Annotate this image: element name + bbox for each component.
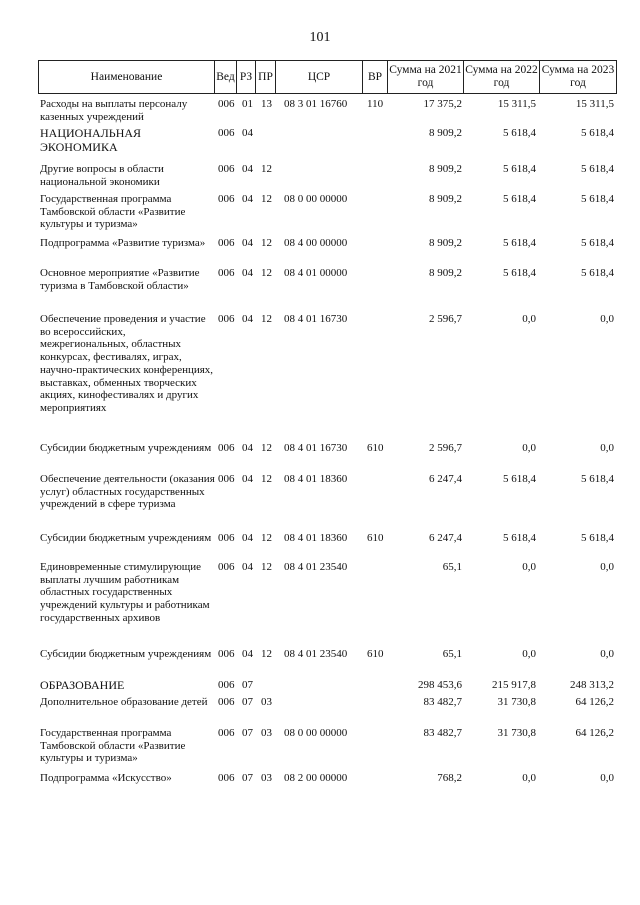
row-sum-2021: 2 596,7: [429, 313, 462, 325]
row-ved: 006: [218, 473, 235, 485]
row-name: ОБРАЗОВАНИЕ: [40, 678, 125, 692]
row-ved: 006: [218, 561, 235, 573]
row-ved: 006: [218, 442, 235, 454]
row-sum-2022: 5 618,4: [503, 237, 536, 249]
row-sum-2023: 5 618,4: [581, 267, 614, 279]
row-csr: 08 4 01 23540: [284, 561, 348, 573]
row-pr: 12: [261, 561, 272, 573]
row-rz: 04: [242, 267, 253, 279]
row-sum-2023: 248 313,2: [570, 679, 614, 691]
row-sum-2022: 5 618,4: [503, 473, 536, 485]
row-name: Государственная программа Тамбовской области «Развитие культуры и туризма»: [40, 727, 186, 765]
table-row: [38, 193, 618, 237]
row-ved: 006: [218, 648, 235, 660]
row-sum-2021: 8 909,2: [429, 237, 462, 249]
row-sum-2023: 64 126,2: [575, 696, 614, 708]
row-rz: 01: [242, 98, 253, 110]
column-header-ved: Вед: [215, 61, 237, 94]
row-name: НАЦИОНАЛЬНАЯ ЭКОНОМИКА: [40, 126, 142, 154]
row-sum-2023: 5 618,4: [581, 532, 614, 544]
row-rz: 04: [242, 127, 253, 139]
row-vr: 610: [367, 442, 384, 454]
row-rz: 07: [242, 696, 253, 708]
row-ved: 006: [218, 532, 235, 544]
row-rz: 04: [242, 473, 253, 485]
row-sum-2021: 8 909,2: [429, 267, 462, 279]
row-sum-2022: 5 618,4: [503, 532, 536, 544]
row-csr: 08 4 01 23540: [284, 648, 348, 660]
row-csr: 08 0 00 00000: [284, 193, 348, 205]
row-sum-2021: 768,2: [437, 772, 462, 784]
row-sum-2022: 5 618,4: [503, 193, 536, 205]
row-vr: 110: [367, 98, 384, 110]
row-sum-2021: 6 247,4: [429, 532, 462, 544]
row-sum-2023: 0,0: [600, 442, 614, 454]
column-header-sum-2022: Сумма на 2022 год: [464, 61, 540, 94]
row-pr: 12: [261, 193, 272, 205]
row-vr: 610: [367, 532, 384, 544]
row-ved: 006: [218, 163, 235, 175]
column-header-vr: ВР: [363, 61, 388, 94]
row-rz: 04: [242, 532, 253, 544]
row-csr: 08 4 00 00000: [284, 237, 348, 249]
row-ved: 006: [218, 679, 235, 691]
row-sum-2021: 65,1: [442, 561, 462, 573]
row-sum-2023: 0,0: [600, 561, 614, 573]
row-rz: 04: [242, 648, 253, 660]
row-name: Обеспечение деятельности (оказания услуг) областных государственных учреждений в сфере туризма: [40, 473, 215, 511]
row-name: Единовременные стимулирующие выплаты лучшим работникам областных государственных учреждений культуры и работникам государственных архивов: [40, 561, 210, 624]
row-name: Основное мероприятие «Развитие туризма в Тамбовской области»: [40, 267, 200, 292]
row-rz: 04: [242, 193, 253, 205]
row-csr: 08 2 00 00000: [284, 772, 348, 784]
row-pr: 12: [261, 442, 272, 454]
row-csr: 08 4 01 16730: [284, 442, 348, 454]
row-ved: 006: [218, 772, 235, 784]
row-pr: 12: [261, 237, 272, 249]
table-row: [38, 561, 618, 648]
row-sum-2021: 6 247,4: [429, 473, 462, 485]
row-sum-2021: 65,1: [442, 648, 462, 660]
table-row: [38, 442, 618, 473]
row-sum-2023: 5 618,4: [581, 193, 614, 205]
row-name: Другие вопросы в области национальной экономики: [40, 163, 164, 188]
row-csr: 08 3 01 16760: [284, 98, 348, 110]
row-sum-2021: 298 453,6: [418, 679, 462, 691]
budget-table-body: [38, 98, 618, 788]
table-row: [38, 267, 618, 313]
row-rz: 04: [242, 163, 253, 175]
row-name: Субсидии бюджетным учреждениям: [40, 532, 212, 544]
row-pr: 13: [261, 98, 272, 110]
row-sum-2021: 83 482,7: [423, 727, 462, 739]
row-rz: 04: [242, 442, 253, 454]
row-csr: 08 4 01 18360: [284, 532, 348, 544]
column-header-rz: РЗ: [237, 61, 256, 94]
row-csr: 08 0 00 00000: [284, 727, 348, 739]
row-rz: 07: [242, 727, 253, 739]
row-sum-2022: 0,0: [522, 313, 536, 325]
column-header-sum-2021: Сумма на 2021 год: [388, 61, 464, 94]
row-sum-2021: 8 909,2: [429, 193, 462, 205]
row-pr: 12: [261, 313, 272, 325]
row-sum-2021: 8 909,2: [429, 127, 462, 139]
table-row: [38, 237, 618, 267]
table-row: [38, 127, 618, 163]
row-ved: 006: [218, 267, 235, 279]
row-sum-2022: 31 730,8: [497, 727, 536, 739]
table-row: [38, 648, 618, 679]
row-name: Обеспечение проведения и участие во всероссийских, межрегиональных, областных конкурсах, фестивалях, играх, научно-практических конференциях, выставках, обменных творческих акциях, кинофестивалях и других мероприятиях: [40, 313, 214, 414]
row-sum-2023: 64 126,2: [575, 727, 614, 739]
row-sum-2022: 0,0: [522, 561, 536, 573]
row-rz: 04: [242, 313, 253, 325]
column-header-sum-2023: Сумма на 2023 год: [540, 61, 617, 94]
table-row: [38, 98, 618, 127]
row-ved: 006: [218, 727, 235, 739]
row-sum-2023: 5 618,4: [581, 237, 614, 249]
row-sum-2021: 2 596,7: [429, 442, 462, 454]
row-ved: 006: [218, 98, 235, 110]
row-sum-2021: 83 482,7: [423, 696, 462, 708]
row-sum-2022: 215 917,8: [492, 679, 536, 691]
row-sum-2023: 5 618,4: [581, 163, 614, 175]
column-header-pr: ПР: [256, 61, 276, 94]
table-row: [38, 727, 618, 772]
table-row: [38, 772, 618, 788]
row-sum-2023: 15 311,5: [575, 98, 614, 110]
row-sum-2022: 5 618,4: [503, 267, 536, 279]
table-row: [38, 313, 618, 442]
row-name: Подпрограмма «Развитие туризма»: [40, 237, 206, 249]
row-pr: 12: [261, 163, 272, 175]
table-row: [38, 696, 618, 727]
row-ved: 006: [218, 193, 235, 205]
table-row: [38, 163, 618, 193]
budget-table-header: [38, 60, 617, 94]
row-name: Субсидии бюджетным учреждениям: [40, 648, 212, 660]
row-ved: 006: [218, 313, 235, 325]
row-pr: 12: [261, 267, 272, 279]
column-header-csr: ЦСР: [276, 61, 363, 94]
row-sum-2023: 0,0: [600, 648, 614, 660]
row-name: Субсидии бюджетным учреждениям: [40, 442, 212, 454]
row-sum-2021: 8 909,2: [429, 163, 462, 175]
row-ved: 006: [218, 127, 235, 139]
row-ved: 006: [218, 696, 235, 708]
row-csr: 08 4 01 18360: [284, 473, 348, 485]
row-sum-2022: 31 730,8: [497, 696, 536, 708]
row-ved: 006: [218, 237, 235, 249]
row-sum-2022: 5 618,4: [503, 163, 536, 175]
row-rz: 04: [242, 561, 253, 573]
page-number: 101: [309, 30, 331, 45]
table-row: [38, 679, 618, 696]
row-sum-2022: 15 311,5: [497, 98, 536, 110]
row-sum-2022: 5 618,4: [503, 127, 536, 139]
row-pr: 12: [261, 532, 272, 544]
row-pr: 12: [261, 648, 272, 660]
row-sum-2023: 0,0: [600, 313, 614, 325]
row-sum-2022: 0,0: [522, 442, 536, 454]
row-rz: 07: [242, 679, 253, 691]
row-sum-2023: 0,0: [600, 772, 614, 784]
row-pr: 03: [261, 696, 272, 708]
row-sum-2021: 17 375,2: [423, 98, 462, 110]
row-csr: 08 4 01 16730: [284, 313, 348, 325]
row-sum-2023: 5 618,4: [581, 473, 614, 485]
row-pr: 12: [261, 473, 272, 485]
row-name: Расходы на выплаты персоналу казенных учреждений: [40, 98, 188, 123]
row-sum-2022: 0,0: [522, 772, 536, 784]
row-csr: 08 4 01 00000: [284, 267, 348, 279]
row-pr: 03: [261, 772, 272, 784]
row-name: Дополнительное образование детей: [40, 696, 208, 708]
row-pr: 03: [261, 727, 272, 739]
row-name: Государственная программа Тамбовской области «Развитие культуры и туризма»: [40, 193, 186, 231]
row-sum-2022: 0,0: [522, 648, 536, 660]
row-sum-2023: 5 618,4: [581, 127, 614, 139]
row-rz: 04: [242, 237, 253, 249]
row-vr: 610: [367, 648, 384, 660]
row-rz: 07: [242, 772, 253, 784]
table-row: [38, 473, 618, 532]
row-name: Подпрограмма «Искусство»: [40, 772, 172, 784]
column-header-name: Наименование: [39, 61, 215, 94]
table-row: [38, 532, 618, 561]
